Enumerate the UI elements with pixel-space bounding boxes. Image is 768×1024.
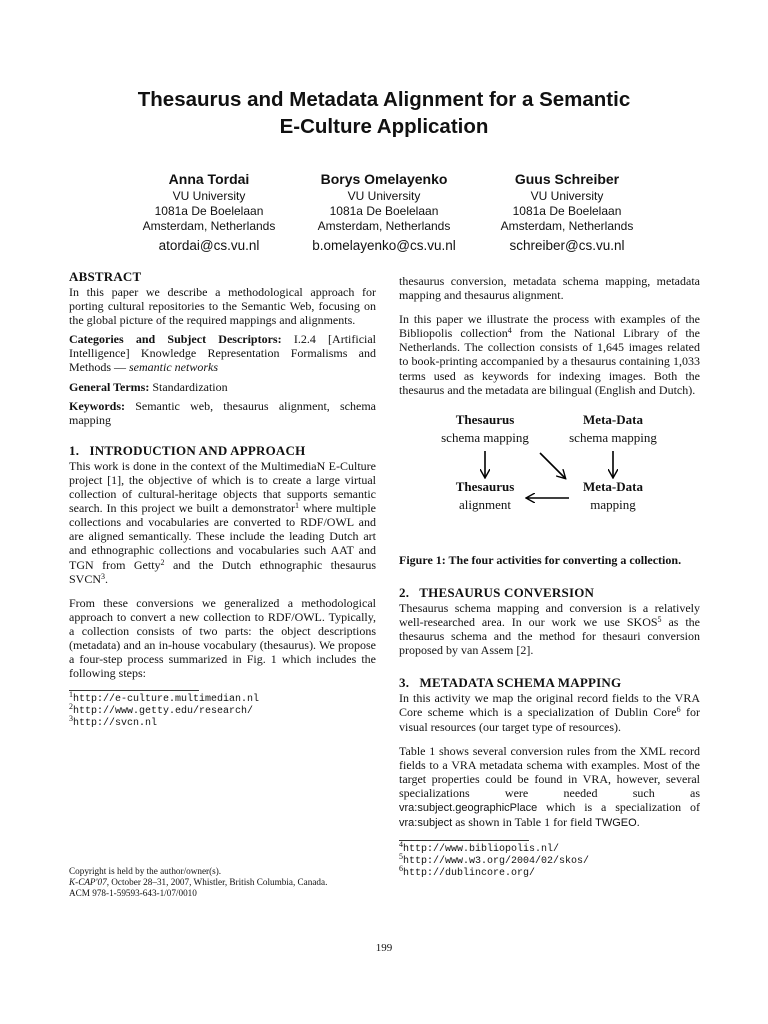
footnote-ref-2[interactable]: 2	[160, 557, 165, 567]
s3p1-text-a: In this activity we map the original record fields to the VRA Core scheme which is a specialization of Dublin Core	[399, 691, 700, 720]
footnote-3	[69, 714, 376, 730]
footnote-rule	[399, 840, 529, 841]
author-address: 1081a De Boelelaan	[512, 204, 622, 218]
figure-caption: Figure 1: The four activities for converting a collection.	[399, 552, 682, 567]
paper-title	[60, 86, 708, 140]
author-affiliation: VU University	[347, 189, 421, 203]
term-geographic-place: vra:subject.geographicPlace	[399, 801, 538, 814]
footnote-ref-3[interactable]: 3	[101, 571, 106, 581]
box-title: Meta-Data	[583, 411, 643, 427]
footnote-ref-6[interactable]: 6	[676, 705, 681, 715]
general-terms-paragraph	[69, 380, 376, 394]
page-number: 199	[375, 942, 393, 954]
general-terms-text: Standardization	[152, 379, 228, 394]
abstract-text: In this paper we describe a methodological approach for porting cultural repositories to the Semantic Web, focusing on the global picture of the required mappings and alignments.	[69, 285, 376, 328]
s1p1-text-c: and the Dutch ethnographic thesaurus SVCN	[69, 557, 376, 586]
footnote-ref-5[interactable]: 5	[657, 615, 662, 625]
author-email[interactable]: b.omelayenko@cs.vu.nl	[312, 238, 456, 253]
term-vra-subject: vra:subject	[399, 817, 453, 830]
figure-1-diagram	[399, 411, 700, 541]
s1p1-text-b: where multiple collections and vocabularies are converted to RDF/OWL and are aligned semantically. These include the leading Dutch art and ethnographic collections and vocabularies such AAT and TGN from Getty	[69, 501, 377, 572]
footnote-link[interactable]: http://www.bibliopolis.nl/	[403, 844, 560, 856]
metadata-mapping-box	[553, 478, 673, 514]
section-1-paragraph-1	[69, 459, 376, 586]
section-3-paragraph-1	[399, 691, 700, 733]
keywords-label: Keywords:	[69, 398, 125, 413]
s1p1-text-a: This work is done in the context of the MultimediaN E-Culture project [1], the objective of which is to create a large virtual collection of cultural-heritage objects that supports semantic search. In this project we built a demonstrator	[69, 458, 376, 516]
s3p2-text-b: which is a specialization of	[537, 799, 700, 814]
s3p2-text-a: Table 1 shows several conversion rules from the XML record fields to a VRA metadata schema with examples. Most of the target properties could be found in VRA, however, several specializations were needed such as	[399, 743, 700, 800]
author-affiliation: VU University	[530, 189, 604, 203]
copyright-line-1: Copyright is held by the author/owner(s).	[69, 866, 222, 876]
author-email[interactable]: schreiber@cs.vu.nl	[509, 238, 625, 253]
term-twgeo: TWGEO	[595, 817, 637, 830]
footnote-link[interactable]: http://dublincore.org/	[403, 868, 536, 880]
box-label: mapping	[590, 496, 636, 512]
author-affiliation: VU University	[172, 189, 246, 203]
categories-text: I.2.4 [Artificial Intelligence] Knowledge Representation Formalisms and Methods —	[69, 332, 377, 375]
section-2-paragraph	[399, 601, 700, 657]
footnote-ref-4[interactable]: 4	[507, 326, 512, 336]
footnote-2	[69, 702, 376, 718]
conference-details: October 28–31, 2007, Whistler, British Columbia, Canada.	[109, 877, 328, 888]
footnote-number: 1	[69, 690, 73, 700]
section-1-heading: 1. INTRODUCTION AND APPROACH	[69, 442, 306, 458]
box-label: schema mapping	[569, 429, 657, 445]
copyright-line-3: ACM 978-1-59593-643-1/07/0010	[69, 888, 197, 899]
box-label: alignment	[459, 496, 511, 512]
right-paragraph-1	[399, 312, 700, 397]
box-title: Thesaurus	[455, 478, 515, 494]
s2-text-a: Thesaurus schema mapping and conversion is a relatively well-researched area. In our work we use SKOS	[399, 600, 700, 630]
thesaurus-schema-mapping-box	[425, 411, 545, 447]
author-email[interactable]: atordai@cs.vu.nl	[158, 238, 260, 253]
author-city: Amsterdam, Netherlands	[500, 219, 634, 233]
arrow-thesaurus-schema-to-metadata-mapping	[540, 453, 565, 478]
box-label: schema mapping	[441, 429, 529, 445]
abstract-heading: ABSTRACT	[69, 269, 142, 284]
section-3-heading: 3. METADATA SCHEMA MAPPING	[399, 675, 622, 691]
metadata-schema-mapping-box	[553, 411, 673, 447]
keywords-paragraph	[69, 399, 376, 427]
footnote-link[interactable]: http://svcn.nl	[73, 718, 158, 730]
author-city: Amsterdam, Netherlands	[317, 219, 451, 233]
copyright-notice	[69, 866, 376, 900]
right-paragraph-0: thesaurus conversion, metadata schema mapping, metadata mapping and thesaurus alignment.	[399, 274, 700, 303]
author-name: Anna Tordai	[168, 171, 250, 187]
footnote-6	[399, 864, 700, 880]
section-1-paragraph-2: From these conversions we generalized a methodological approach to convert a new collection to RDF/OWL. Typically, a collection consists of two parts: the object descriptions (metadata) and an in-house vocabulary (thesaurus). We propose a four-step process summarized in Fig. 1 which includes the following steps:	[69, 595, 376, 681]
footnote-link[interactable]: http://e-culture.multimedian.nl	[73, 694, 260, 706]
left-column	[69, 269, 376, 730]
s3p2-text-d: .	[636, 815, 640, 830]
footnote-ref-1[interactable]: 1	[294, 501, 299, 511]
conference-name: K-CAP'07,	[69, 877, 109, 888]
s3p2-text-c: as shown in Table 1 for field	[452, 815, 596, 830]
keywords-text: Semantic web, thesaurus alignment, schema mapping	[69, 398, 376, 427]
section-3-paragraph-2	[399, 744, 700, 831]
footnote-link[interactable]: http://www.getty.edu/research/	[73, 706, 254, 718]
title-line-2: E-Culture Application	[279, 115, 489, 138]
footnote-number: 5	[399, 852, 403, 862]
box-title: Meta-Data	[583, 478, 643, 494]
footnote-5	[399, 852, 700, 868]
categories-italic: semantic networks	[129, 360, 218, 375]
thesaurus-alignment-box	[425, 478, 545, 514]
s3p1-text-b: for visual resources (our target type of resources).	[399, 705, 700, 734]
footnote-number: 2	[69, 702, 73, 712]
author-city: Amsterdam, Netherlands	[142, 219, 276, 233]
footnote-1	[69, 690, 376, 706]
title-line-1: Thesaurus and Metadata Alignment for a Semantic	[137, 88, 631, 111]
author-address: 1081a De Boelelaan	[154, 204, 264, 218]
copyright-line-2	[69, 877, 376, 888]
rp1-text-b: from the National Library of the Netherlands. The collection consists of 1,645 images related to book-printing accompanied by a thesaurus containing 1,033 terms used as keywords for indexing images. Both the thesaurus and the metadata are bilingual (English and Dutch).	[399, 326, 700, 397]
categories-label: Categories and Subject Descriptors:	[69, 332, 282, 347]
author-address: 1081a De Boelelaan	[329, 204, 439, 218]
rp1-text-a: In this paper we illustrate the process with examples of the Bibliopolis collection	[399, 312, 700, 341]
s1p1-text-d: .	[105, 571, 109, 586]
box-title: Thesaurus	[455, 411, 515, 427]
footnote-rule	[69, 690, 199, 691]
section-2-heading: 2. THESAURUS CONVERSION	[399, 584, 595, 600]
footnote-link[interactable]: http://www.w3.org/2004/02/skos/	[403, 856, 590, 868]
footnote-number: 4	[399, 840, 403, 850]
categories-paragraph	[69, 332, 376, 374]
footnote-4	[399, 840, 700, 856]
author-name: Borys Omelayenko	[320, 171, 448, 187]
footnote-number: 3	[69, 714, 73, 724]
author-block-3	[457, 170, 677, 256]
author-name: Guus Schreiber	[514, 171, 620, 187]
s2-text-b: as the thesaurus schema and the method for thesauri conversion proposed by van Assem [2].	[399, 615, 701, 658]
general-terms-label: General Terms:	[69, 379, 150, 394]
footnote-number: 6	[399, 864, 403, 874]
right-column	[399, 274, 700, 880]
